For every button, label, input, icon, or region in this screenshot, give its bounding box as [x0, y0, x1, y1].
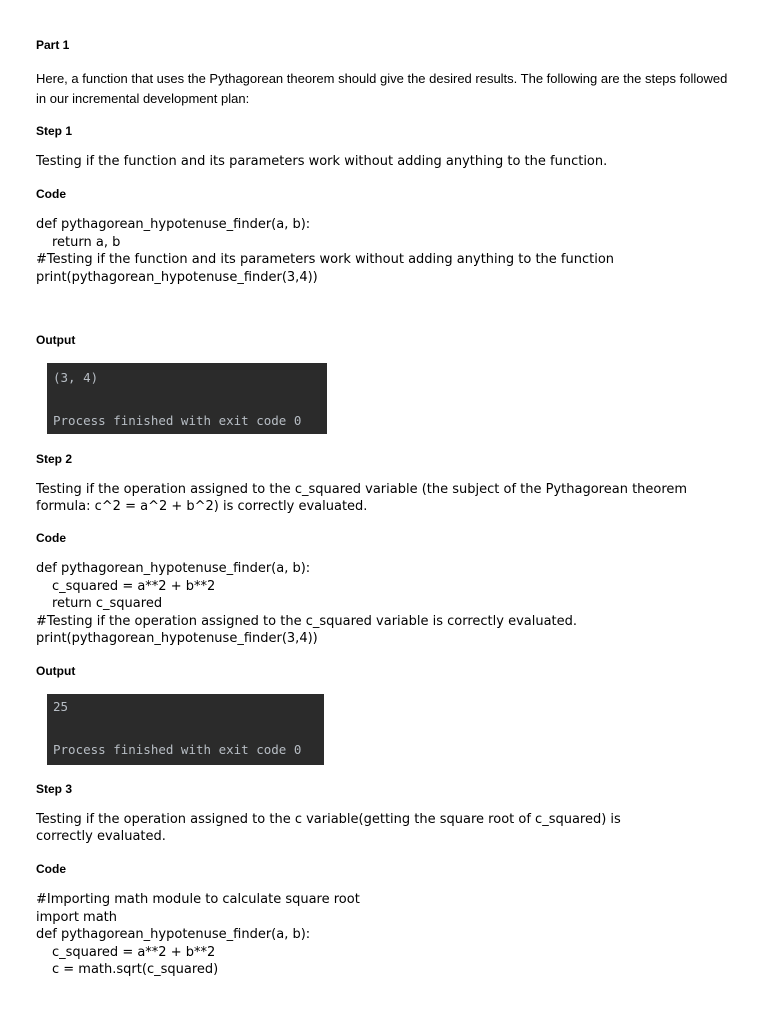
step3-heading: Step 3: [36, 782, 73, 796]
step3-code-heading: Code: [36, 862, 66, 876]
step1-description: Testing if the function and its parameters work without adding anything to the function.: [36, 154, 608, 169]
code-line: c_squared = a**2 + b**2: [52, 944, 216, 960]
code-line: c = math.sqrt(c_squared): [52, 962, 219, 977]
code-line: print(pythagorean_hypotenuse_finder(3,4)): [36, 269, 318, 285]
code-line: import math: [36, 909, 118, 925]
code-line: #Testing if the function and its parameters work without adding anything to the function: [36, 252, 615, 267]
terminal-line: Process finished with exit code 0: [53, 742, 302, 757]
code-line: return c_squared: [52, 596, 163, 611]
code-line: c_squared = a**2 + b**2: [52, 578, 216, 594]
terminal-line: 25: [53, 699, 69, 714]
step1-output-heading: Output: [36, 333, 76, 347]
code-line: def pythagorean_hypotenuse_finder(a, b):: [36, 561, 311, 576]
terminal-line: Process finished with exit code 0: [53, 413, 302, 428]
code-line: return a, b: [52, 234, 121, 250]
step1-heading: Step 1: [36, 124, 73, 138]
step2-code-heading: Code: [36, 531, 66, 545]
code-line: def pythagorean_hypotenuse_finder(a, b):: [36, 217, 311, 232]
step3-code-block: [36, 891, 360, 979]
step1-terminal-output: [47, 363, 327, 434]
step3-description: Testing if the operation assigned to the c variable(getting the square root of c_squared) is correctly evaluated.: [36, 812, 621, 844]
step2-terminal-output: [47, 694, 324, 765]
step2-output-heading: Output: [36, 664, 76, 678]
step2-heading: Step 2: [36, 452, 73, 466]
part-heading: Part 1: [36, 38, 70, 52]
code-line: print(pythagorean_hypotenuse_finder(3,4)): [36, 631, 318, 646]
step1-code-block: [36, 216, 614, 286]
step2-description: Testing if the operation assigned to the c_squared variable (the subject of the Pythagorean theorem formula: c^2 = a^2 + b^2) is correctly evaluated.: [36, 482, 688, 514]
code-line: def pythagorean_hypotenuse_finder(a, b):: [36, 927, 311, 942]
code-line: #Importing math module to calculate square root: [36, 892, 360, 907]
code-line: #Testing if the operation assigned to the c_squared variable is correctly evaluated.: [36, 613, 578, 629]
terminal-line: (3, 4): [53, 370, 99, 385]
intro-paragraph: Here, a function that uses the Pythagorean theorem should give the desired results. The following are the steps followed in our incremental development plan:: [36, 71, 728, 106]
step2-code-block: [36, 560, 577, 648]
step1-code-heading: Code: [36, 187, 66, 201]
